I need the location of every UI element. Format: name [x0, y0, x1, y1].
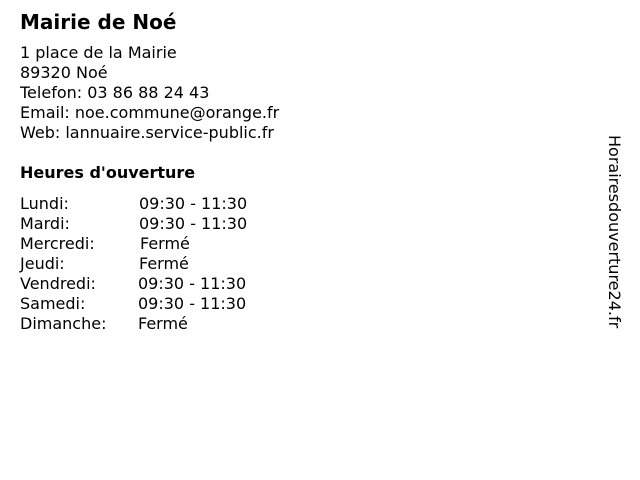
brand-watermark: Horairesdouverture24.fr — [605, 135, 624, 329]
phone-number: Telefon: 03 86 88 24 43 — [20, 83, 210, 102]
time-value: 09:30 - 11:30 — [139, 194, 248, 213]
day-label: Lundi: — [20, 194, 69, 213]
day-label: Dimanche: — [20, 314, 107, 333]
time-value: Fermé — [138, 314, 188, 333]
day-label: Vendredi: — [20, 274, 96, 293]
address-city: 89320 Noé — [20, 63, 108, 82]
day-label: Samedi: — [20, 294, 86, 313]
day-label: Jeudi: — [20, 254, 65, 273]
time-value: 09:30 - 11:30 — [139, 214, 248, 233]
opening-hours-heading: Heures d'ouverture — [20, 163, 196, 182]
day-label: Mercredi: — [20, 234, 95, 253]
day-label: Mardi: — [20, 214, 70, 233]
time-value: Fermé — [139, 254, 189, 273]
time-value: Fermé — [140, 234, 190, 253]
website-address: Web: lannuaire.service-public.fr — [20, 123, 274, 142]
email-address: Email: noe.commune@orange.fr — [20, 103, 280, 122]
address-street: 1 place de la Mairie — [20, 43, 177, 62]
time-value: 09:30 - 11:30 — [138, 294, 247, 313]
time-value: 09:30 - 11:30 — [138, 274, 247, 293]
page-title: Mairie de Noé — [20, 10, 177, 34]
address-block — [20, 43, 279, 143]
